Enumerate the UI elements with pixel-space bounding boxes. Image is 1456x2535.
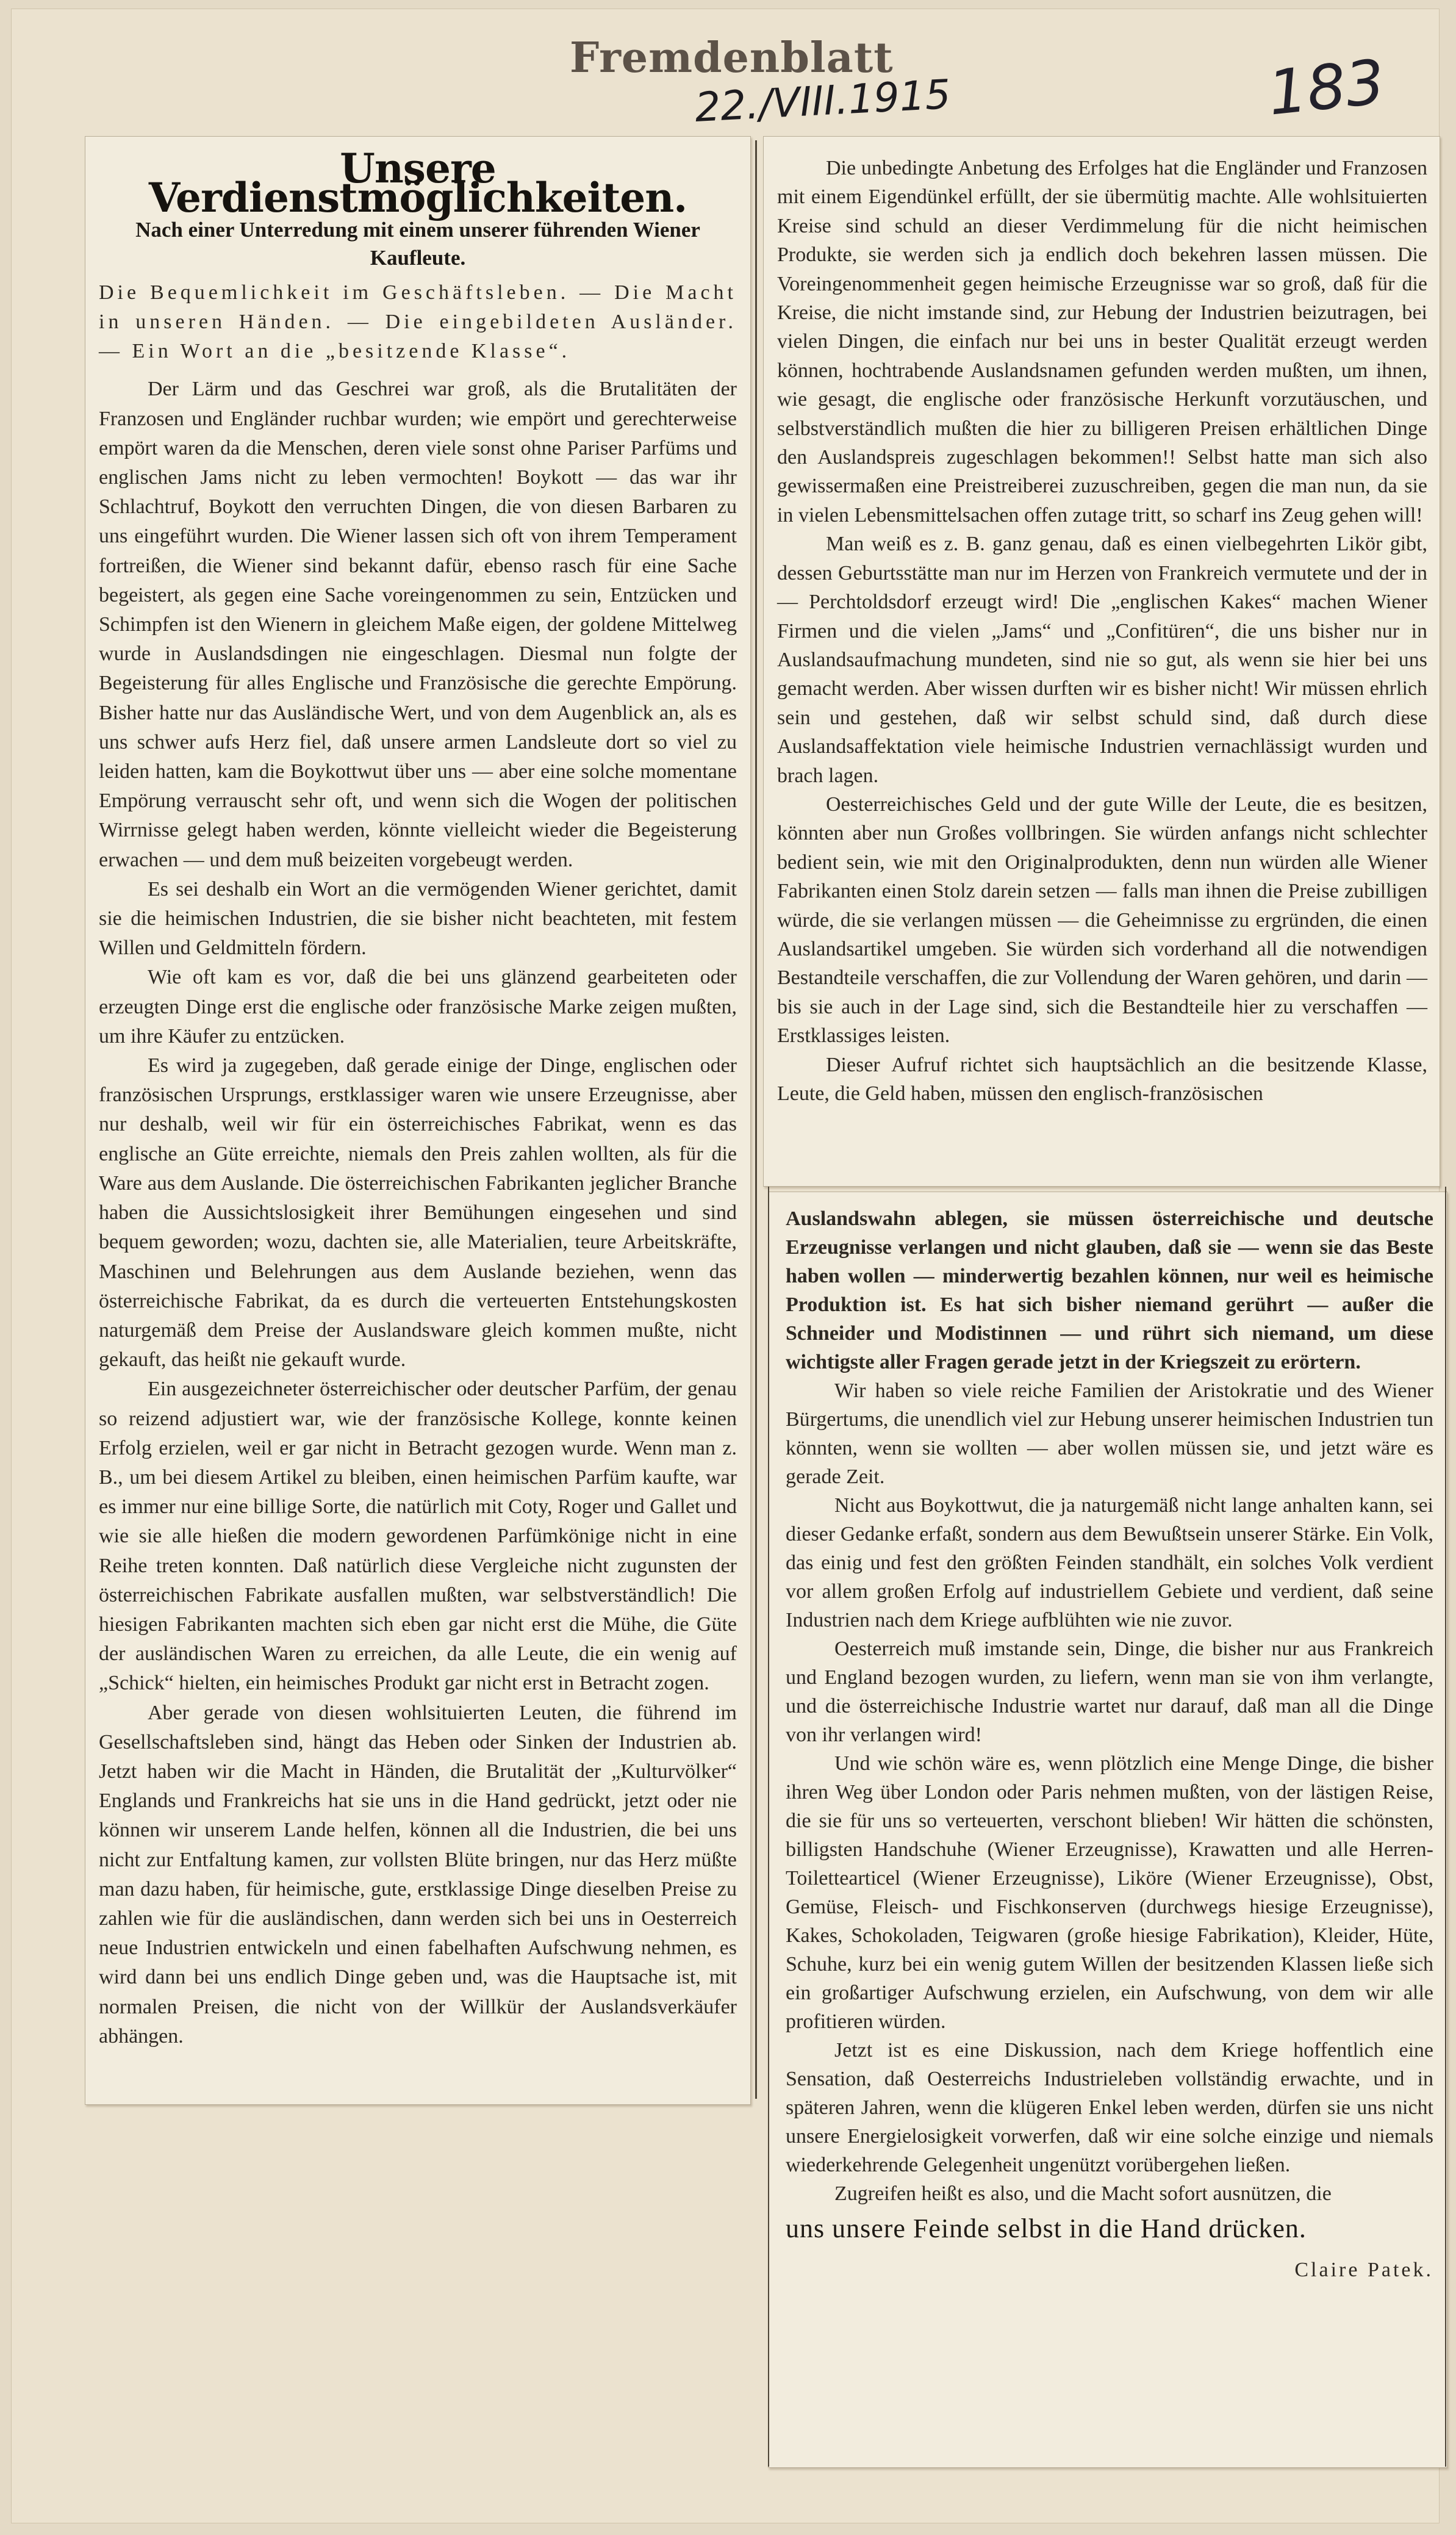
handwritten-date: 22./VIII.1915: [694, 71, 952, 131]
paragraph: Jetzt ist es eine Diskussion, nach dem Kriege hoffentlich eine Sensation, daß Oesterreichs Industrieleben vollständig erwachte, und in späteren Jahren, wenn die klügeren Enkel leben werden, dürfen sie uns nicht unsere Energielosigkeit vorwerfen, daß wir eine solche einzige und niemals wiederkehrende Gelegenheit ungenützt vorübergehen ließen.: [786, 2039, 1433, 2176]
paragraph: Wie oft kam es vor, daß die bei uns glänzend gearbeiteten oder erzeugten Dinge erst die englische oder französische Marke zeigen mußten, um ihre Käufer zu entzücken.: [99, 966, 737, 1048]
left-column: [85, 137, 750, 2051]
paragraph: Der Lärm und das Geschrei war groß, als die Brutalitäten der Franzosen und Engländer ruchbar wurden; wie empört und gerechterweise empört waren da die Menschen, deren viele sonst ohne Pariser Parfüms und englischen Jams nicht zu leben vermochten! Boykott — das war ihr Schlachtruf, Boykott den verruchten Dingen, die von diesen Barbaren zu uns eingeführt wurden. Die Wiener lassen sich oft von ihrem Temperament fortreißen, die Wiener sind bekannt dafür, ebenso rasch für eine Sache begeistert, als gegen eine Sache voreingenommen zu sein, Entzücken und Schimpfen ist den Wienern in gleichem Maße eigen, der goldene Mittelweg wurde in Auslandsdingen nie eingeschlagen. Diesmal nun folgte der Begeisterung für alles Englische und Französische die gerechte Empörung. Bisher hatte nur das Ausländische Wert, und von dem Augenblick an, als es uns schwer aufs Herz fiel, daß unsere armen Landsleute dort so viel zu leiden hatten, kam die Boykottwut über uns — aber eine solche momentane Empörung verrauscht sehr oft, und wenn sich die Wogen der politischen Wirrnisse gelegt haben werden, könnte vielleicht wieder die Begeisterung erwachen — und dem muß beizeiten vorgebeugt werden.: [99, 378, 737, 871]
closing-line: uns unsere Feinde selbst in die Hand drücken.: [786, 2213, 1307, 2243]
paragraph: Die unbedingte Anbetung des Erfolges hat die Engländer und Franzosen mit einem Eigendünkel erfüllt, der sie übermütig machte. Alle wohlsituierten Kreise sind schuld an dieser Verdimmelung für die nicht heimischen Produkte, sie werden sich ja endlich doch bekehren lassen müssen. Die Voreingenommenheit gegen heimische Erzeugnisse war so groß, daß für die Kreise, die nicht imstande sind, zur Hebung der Industrien beizutragen, bei vielen Dingen, die einfach nur bei uns in bester Qualität erzeugt werden können, hochtrabende Auslandsnamen gefunden werden mußten, um ihnen, wie gesagt, die englische oder französische Herkunft vorzutäuschen, und selbstverständlich mußten die hier zu billigeren Preisen erhältlichen Dinge den Auslandspreis zugeschlagen bekommen!! Selbst hatte man sich also gewissermaßen eine Preistreiberei zuzuschreiben, gegen die man nun, da sie in vielen Lebensmittelsachen offen zutage tritt, so scharf ins Zeug gehen will!: [777, 157, 1427, 527]
right-bottom-clipping: [768, 1192, 1447, 2468]
handwritten-page-number: 183: [1264, 46, 1388, 129]
clipping-border-left: [768, 1187, 769, 2467]
paragraph: Oesterreichisches Geld und der gute Wille der Leute, die es besitzen, könnten aber nun Großes vollbringen. Sie würden anfangs nicht schlechter bedient sein, wie mit den Originalprodukten, denn nun würden alle Wiener Fabrikanten einen Stolz darein setzen — falls man ihnen die Preise zubilligen würde, die sie verlangen müssen — die Geheimnisse zu ergründen, die einen Auslandsartikel umgeben. Sie würden sich vorderhand all die notwendigen Bestandteile verschaffen, die zur Vollendung der Waren gehören, und darin — bis sie auch in der Lage sind, sich die Bestandteile hier zu verschaffen — Erstklassiges leisten.: [777, 793, 1427, 1048]
paragraph: Zugreifen heißt es also, und die Macht sofort ausnützen, die: [834, 2182, 1332, 2205]
paragraph: Es wird ja zugegeben, daß gerade einige der Dinge, englischen oder französischen Ursprungs, erstklassiger waren wie unsere Erzeugnisse, aber nur deshalb, weil wir für ein österreichisches Fabrikat, wenn es das englische an Güte erreichte, niemals den Preis zahlen wollten, als für die Ware aus dem Auslande. Die österreichischen Fabrikanten jeglicher Branche haben die Aussichtslosigkeit ihrer Bemühungen eingesehen und sind bequem geworden; wozu, dachten sie, alle Materialien, teure Arbeitskräfte, Maschinen und Belehrungen aus dem Auslande beziehen, wenn das österreichische Fabrikat, da es durch die verteuerten Entstehungskosten naturgemäß dem Preise der Auslandsware gleich kommen mußte, nicht gekauft, das heißt nie gekauft wurde.: [99, 1054, 737, 1372]
paragraph: Man weiß es z. B. ganz genau, daß es einen vielbegehrten Likör gibt, dessen Geburtsstätte man nur im Herzen von Frankreich vermutete und der in — Perchtoldsdorf erzeugt wird! Die „englischen Kakes“ machen Wiener Firmen und die vielen „Jams“ und „Confitüren“, die uns bisher nur in Auslandsaufmachung mundeten, sind nie so gut, als wenn sie hier bei uns gemacht werden. Aber wissen durften wir es bisher nicht! Wir müssen ehrlich sein und gestehen, daß wir selbst schuld sind, daß durch diese Auslandsaffektation viele heimische Industrien vernachlässigt wurden und brach lagen.: [777, 533, 1427, 787]
right-top-clipping: [763, 136, 1440, 1187]
article-headline: Unsere Verdienstmöglichkeiten.: [148, 145, 687, 222]
article-teaser: Die Bequemlichkeit im Geschäftsleben. — Die Macht in unseren Händen. — Die eingebildeten Ausländer. — Ein Wort an die „besitzende Klasse“.: [99, 281, 737, 363]
paragraph: Nicht aus Boykottwut, die ja naturgemäß nicht lange anhalten kann, sei dieser Gedanke erfaßt, sondern aus dem Bewußtsein unserer Stärke. Ein Volk, das einig und fest den größten Feinden standhält, ein solches Volk verdient vor allem großen Erfolg auf industriellem Gebiete und verdient, daß seine Industrien nach dem Kriege aufblühten wie nie zuvor.: [786, 1494, 1433, 1631]
paragraph: Wir haben so viele reiche Familien der Aristokratie und des Wiener Bürgertums, die unendlich viel zur Hebung unserer heimischen Industrien tun könnten, wenn sie wollten — aber wollen müssen sie, und jetzt wäre es gerade Zeit.: [786, 1379, 1433, 1488]
paragraph: Dieser Aufruf richtet sich hauptsächlich an die besitzende Klasse, Leute, die Geld haben, müssen den englisch-französischen: [777, 1053, 1427, 1105]
paragraph: Aber gerade von diesen wohlsituierten Leuten, die führend im Gesellschaftsleben sind, hängt das Heben oder Sinken der Industrien ab. Jetzt haben wir die Macht in Händen, die Brutalität der „Kulturvölker“ Englands und Frankreichs hat sie uns in die Hand gedrückt, jetzt oder nie können wir unserem Lande helfen, können all die Industrien, die bei uns nicht zur Entfaltung kamen, zur vollsten Blüte bringen, nur das Herz müßte man dazu haben, für heimische, gute, erstklassige Dinge dieselben Preise zu zahlen wie für die ausländischen, dann werden sich bei uns in Oesterreich neue Industrien entwickeln und einen fabelhaften Aufschwung nehmen, es wird dann bei uns endlich Dinge geben und, was die Hauptsache ist, mit normalen Preisen, die nicht von der Willkür der Auslandsverkäufer abhängen.: [99, 1701, 737, 2048]
paragraph: Auslandswahn ablegen, sie müssen österreichische und deutsche Erzeugnisse verlangen und nicht glauben, daß sie — wenn sie das Beste haben wollen — minderwertig bezahlen können, nur weil es heimische Produktion ist. Es hat sich bisher niemand gerührt — außer die Schneider und Modistinnen — und rührt sich niemand, um diese wichtigste aller Fragen gerade jetzt in der Kriegszeit zu erörtern.: [786, 1207, 1433, 1373]
clipping-border-right: [1445, 1187, 1446, 2467]
article-subheadline: Nach einer Unterredung mit einem unserer führenden Wiener Kaufleute.: [135, 218, 700, 270]
right-column-bottom: [769, 1192, 1447, 2284]
paragraph: Ein ausgezeichneter österreichischer oder deutscher Parfüm, der genau so reizend adjustiert war, wie der französische Kollege, konnte keinen Erfolg erzielen, weil er gar nicht in Betracht gezogen wurde. Wenn man z. B., um bei diesem Artikel zu bleiben, einen heimischen Parfüm kaufte, war es immer nur eine billige Sorte, die natürlich mit Coty, Roger und Gallet und wie sie alle hießen die modern gewordenen Parfümkönige nicht in eine Reihe treten konnten. Daß natürlich diese Vergleiche nicht zugunsten der österreichischen Fabrikate ausfallen mußten, war selbstverständlich! Die hiesigen Fabrikanten machten sich eben gar nicht erst die Mühe, die Güte der ausländischen Waren zu erreichen, da alle Leute, die ein wenig auf „Schick“ hielten, ein heimisches Produkt gar nicht erst in Betracht zogen.: [99, 1378, 737, 1695]
paragraph: Oesterreich muß imstande sein, Dinge, die bisher nur aus Frankreich und England bezogen wurden, zu liefern, wenn man sie von ihm verlangte, und die österreichische Industrie wartet nur darauf, daß man all die Dinge von ihr verlangen wird!: [786, 1638, 1433, 1746]
column-divider: [755, 140, 757, 2099]
newspaper-stamp: Fremdenblatt: [570, 34, 894, 82]
right-column-top: [764, 137, 1440, 1108]
paragraph: Und wie schön wäre es, wenn plötzlich eine Menge Dinge, die bisher ihren Weg über London oder Paris nehmen mußten, von der lästigen Reise, die sie für uns so verteuerten, verschont blieben! Wir hätten die schönsten, billigsten Handschuhe (Wiener Erzeugnisse), Krawatten und alle Herren-Toilettearticel (Wiener Erzeugnisse), Liköre (Wiener Erzeugnisse), Obst, Gemüse, Fleisch- und Fischkonserven (durchwegs hiesige Erzeugnisse), Kakes, Schokoladen, Teigwaren (große hiesige Fabrikation), Kleider, Hüte, Schuhe, kurz bei ein wenig gutem Willen der besitzenden Klassen ließe sich ein großartiger Aufschwung erzielen, ein Aufschwung, von dem wir alle profitieren würden.: [786, 1752, 1433, 2033]
scrapbook-page: [11, 9, 1440, 2523]
paragraph: Es sei deshalb ein Wort an die vermögenden Wiener gerichtet, damit sie die heimischen Industrien, die sie bisher nicht beachteten, mit festem Willen und Geldmitteln fördern.: [99, 877, 737, 960]
author-signature: Claire Patek.: [1294, 2259, 1433, 2281]
left-clipping: [85, 136, 751, 2105]
